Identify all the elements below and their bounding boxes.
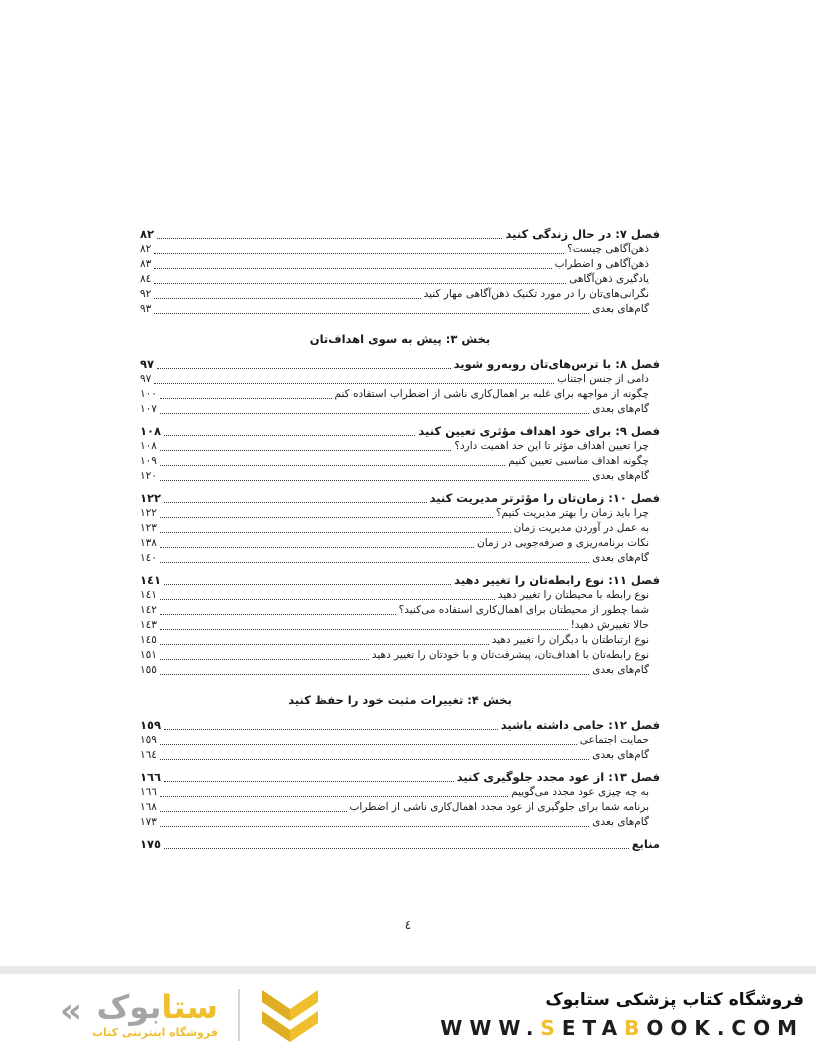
toc-entry-label: فصل ۱۰: زمان‌تان را مؤثرتر مدیریت کنید [429,491,660,505]
toc-page-number: ١٢٠ [140,470,157,482]
toc-dotted-leader [157,368,451,369]
toc-dotted-leader [157,238,502,239]
logo-tagline: فروشگاه اینترنتی کتاب [91,1026,218,1040]
toc-entry-label: شما چطور از محیطتان برای اهمال‌کاری استفاده می‌کنید؟ [398,604,649,616]
toc-page-number: ١٢٣ [140,522,157,534]
setabook-logo [60,986,320,1044]
toc-entry [140,372,660,387]
website-letters: ETA [561,1016,625,1040]
toc-page-number: ١٠٠ [140,388,157,400]
toc-dotted-leader [160,614,396,615]
toc-dotted-leader [160,547,474,548]
toc-page-number: ١٠٧ [140,403,157,415]
toc-chapter-group [140,227,660,317]
toc-entry-label: گام‌های بعدی [592,403,649,415]
toc-entry [140,837,660,852]
website-url [440,1016,804,1040]
toc-dotted-leader [160,480,589,481]
toc-entry-label: به عمل در آوردن مدیریت زمان [513,522,649,534]
toc-entry [140,302,660,317]
toc-chapter-group [140,770,660,830]
toc-dotted-leader [154,283,566,284]
toc-page-number: ١٤٢ [140,604,157,616]
toc-entry-label: چگونه اهداف مناسبی تعیین کنیم [508,455,649,467]
toc-page-number: ١٦٦ [140,786,157,798]
toc-chapter-group [140,491,660,566]
toc-dotted-leader [160,532,511,533]
website-letter-gold: S [540,1016,562,1040]
toc-section-heading: بخش ۴: تغییرات مثبت خود را حفظ کنید [288,693,512,707]
toc-dotted-leader [160,744,577,745]
toc-entry-label: ذهن‌آگاهی چیست؟ [567,243,649,255]
toc-dotted-leader [160,629,568,630]
toc-entry-label: منابع [631,837,660,851]
toc-dotted-leader [164,848,629,849]
toc-dotted-leader [154,313,589,314]
logo-wordmark-part-gold: ستا [161,987,218,1026]
toc-dotted-leader [160,517,493,518]
toc-page-number: ١٢٢ [140,491,162,505]
toc-page-number: ١٠٨ [140,424,162,438]
toc-entry-label: فصل ۷: در حال زندگی کنید [505,227,660,241]
toc-entry [140,454,660,469]
toc-dotted-leader [164,729,498,730]
toc-dotted-leader [154,383,554,384]
toc-entry-label: به چه چیزی عود مجدد می‌گوییم [511,786,649,798]
toc-page-number: ٨٢ [140,243,152,255]
toc-entry-label: حالا تغییرش دهید! [570,619,649,631]
store-title: فروشگاه کتاب پزشکی ستابوک [545,990,804,1010]
toc-entry-label: فصل ۱۲: حامی داشته باشید [500,718,660,732]
toc-chapter-group [140,837,660,852]
toc-dotted-leader [160,599,495,600]
table-of-contents [140,220,660,857]
toc-entry-label: حمایت اجتماعی [579,734,649,746]
toc-entry-label: گام‌های بعدی [592,552,649,564]
toc-entry [140,469,660,484]
toc-page-number: ٩٣ [140,303,152,315]
toc-page-number: ٨٢ [140,227,155,241]
toc-page-number: ١٤٠ [140,552,157,564]
toc-entry-label: ذهن‌آگاهی و اضطراب [554,258,649,270]
toc-entry-label: چگونه از مواجهه برای غلبه بر اهمال‌کاری ناشی از اضطراب استفاده کنم [334,388,649,400]
toc-entry [140,536,660,551]
toc-entry [140,718,660,733]
toc-dotted-leader [160,644,489,645]
toc-entry [140,506,660,521]
toc-dotted-leader [160,450,451,451]
toc-entry [140,424,660,439]
toc-entry [140,521,660,536]
toc-dotted-leader [160,811,347,812]
toc-entry-label: گام‌های بعدی [592,664,649,676]
toc-dotted-leader [160,759,589,760]
toc-page-number: ١٠٨ [140,440,157,452]
toc-chapter-group [140,424,660,484]
toc-entry-label: نوع رابطه‌تان با اهداف‌تان، پیشرفت‌تان و با خودتان را تغییر دهید [371,649,649,661]
toc-chapter-group [140,357,660,417]
toc-chapter-group [140,573,660,678]
toc-page-number: ١٦٦ [140,770,162,784]
toc-entry [140,800,660,815]
toc-dotted-leader [160,562,589,563]
toc-entry-label: نوع رابطه با محیطتان را تغییر دهید [497,589,649,601]
toc-page-number: ١٥٩ [140,718,162,732]
toc-entry-label: چرا تعیین اهداف مؤثر تا این حد اهمیت دارد؟ [454,440,649,452]
toc-page-number: ٨٤ [140,273,152,285]
toc-dotted-leader [154,268,551,269]
toc-entry [140,770,660,785]
toc-entry [140,733,660,748]
toc-page-number: ١٠٩ [140,455,157,467]
toc-page-number: ١٢٢ [140,507,157,519]
toc-chapter-group [140,718,660,763]
website-letters: WWW. [440,1016,541,1040]
toc-dotted-leader [154,253,564,254]
logo-wordmark [96,987,218,1026]
toc-entry-label: فصل ۸: با ترس‌های‌تان روبه‌رو شوید [453,357,660,371]
toc-entry [140,227,660,242]
toc-dotted-leader [160,826,589,827]
toc-page-number: ٩٧ [140,373,152,385]
toc-dotted-leader [164,435,415,436]
logo-chevron-emblem-icon [260,986,320,1044]
toc-dotted-leader [154,298,420,299]
toc-entry-label: نگرانی‌های‌تان را در مورد تکنیک ذهن‌آگاهی مهار کنید [423,288,649,300]
toc-entry-label: برنامه شما برای جلوگیری از عود مجدد اهمال‌کاری ناشی از اضطراب [349,801,649,813]
toc-page-number: ١٤١ [140,589,157,601]
toc-entry [140,242,660,257]
toc-entry [140,439,660,454]
toc-dotted-leader [160,413,589,414]
toc-page-number: ١٤١ [140,573,162,587]
toc-dotted-leader [160,674,589,675]
toc-dotted-leader [160,465,505,466]
toc-entry-label: گام‌های بعدی [592,470,649,482]
toc-entry-label: دامی از جنس اجتناب [557,373,649,385]
toc-page-number: ٩٧ [140,357,155,371]
logo-divider [238,989,240,1041]
toc-dotted-leader [160,796,508,797]
toc-entry [140,287,660,302]
toc-entry [140,648,660,663]
website-letter-gold: B [624,1016,647,1040]
toc-page-number: ١٣٨ [140,537,157,549]
logo-chevrons-icon: « [60,991,82,1031]
toc-entry-label: گام‌های بعدی [592,749,649,761]
toc-dotted-leader [164,584,451,585]
toc-entry [140,357,660,372]
toc-entry-label: گام‌های بعدی [592,816,649,828]
toc-entry [140,603,660,618]
toc-entry [140,491,660,506]
toc-entry [140,785,660,800]
toc-entry-label: فصل ۱۱: نوع رابطه‌تان را تغییر دهید [454,573,660,587]
toc-entry-label: فصل ۹: برای خود اهداف مؤثری تعیین کنید [418,424,660,438]
logo-text-block [91,987,218,1040]
toc-page-number: ١٤٥ [140,634,157,646]
toc-page-number: ١٦٤ [140,749,157,761]
toc-entry [140,551,660,566]
toc-dotted-leader [164,502,427,503]
toc-entry [140,633,660,648]
toc-page-number: ١٤٣ [140,619,157,631]
logo-wordmark-part-gray: بوک [96,987,162,1026]
toc-entry-label: گام‌های بعدی [592,303,649,315]
toc-page-number: ١٥٥ [140,664,157,676]
toc-entry [140,815,660,830]
page-bottom-edge [0,966,816,974]
toc-page-number: ٩٢ [140,288,152,300]
toc-dotted-leader [160,398,332,399]
toc-section-heading: بخش ۳: پیش به سوی اهداف‌تان [309,332,491,346]
toc-entry [140,663,660,678]
toc-page-number: ١٧٣ [140,816,157,828]
toc-dotted-leader [160,659,369,660]
toc-page-number: ٨٣ [140,258,152,270]
toc-dotted-leader [164,781,454,782]
toc-page-number: ١٧٥ [140,837,162,851]
toc-entry-label: نوع ارتباطتان با دیگران را تغییر دهید [491,634,649,646]
toc-entry [140,272,660,287]
footer-banner [0,974,816,1056]
toc-entry-label: فصل ۱۳: از عود مجدد جلوگیری کنید [456,770,660,784]
toc-entry-label: یادگیری ذهن‌آگاهی [569,273,649,285]
toc-entry [140,387,660,402]
website-letters: OOK.COM [646,1016,804,1040]
toc-entry [140,748,660,763]
toc-entry [140,588,660,603]
toc-entry-label: چرا باید زمان را بهتر مدیریت کنیم؟ [495,507,649,519]
toc-entry [140,618,660,633]
toc-page-number: ١٥٩ [140,734,157,746]
page-number: ٤ [404,918,412,932]
toc-entry [140,573,660,588]
toc-page-number: ١٦٨ [140,801,157,813]
toc-entry-label: نکات برنامه‌ریزی و صرفه‌جویی در زمان [477,537,649,549]
footer-store-info [440,990,804,1040]
toc-entry [140,257,660,272]
toc-page-number: ١٥١ [140,649,157,661]
toc-entry [140,402,660,417]
